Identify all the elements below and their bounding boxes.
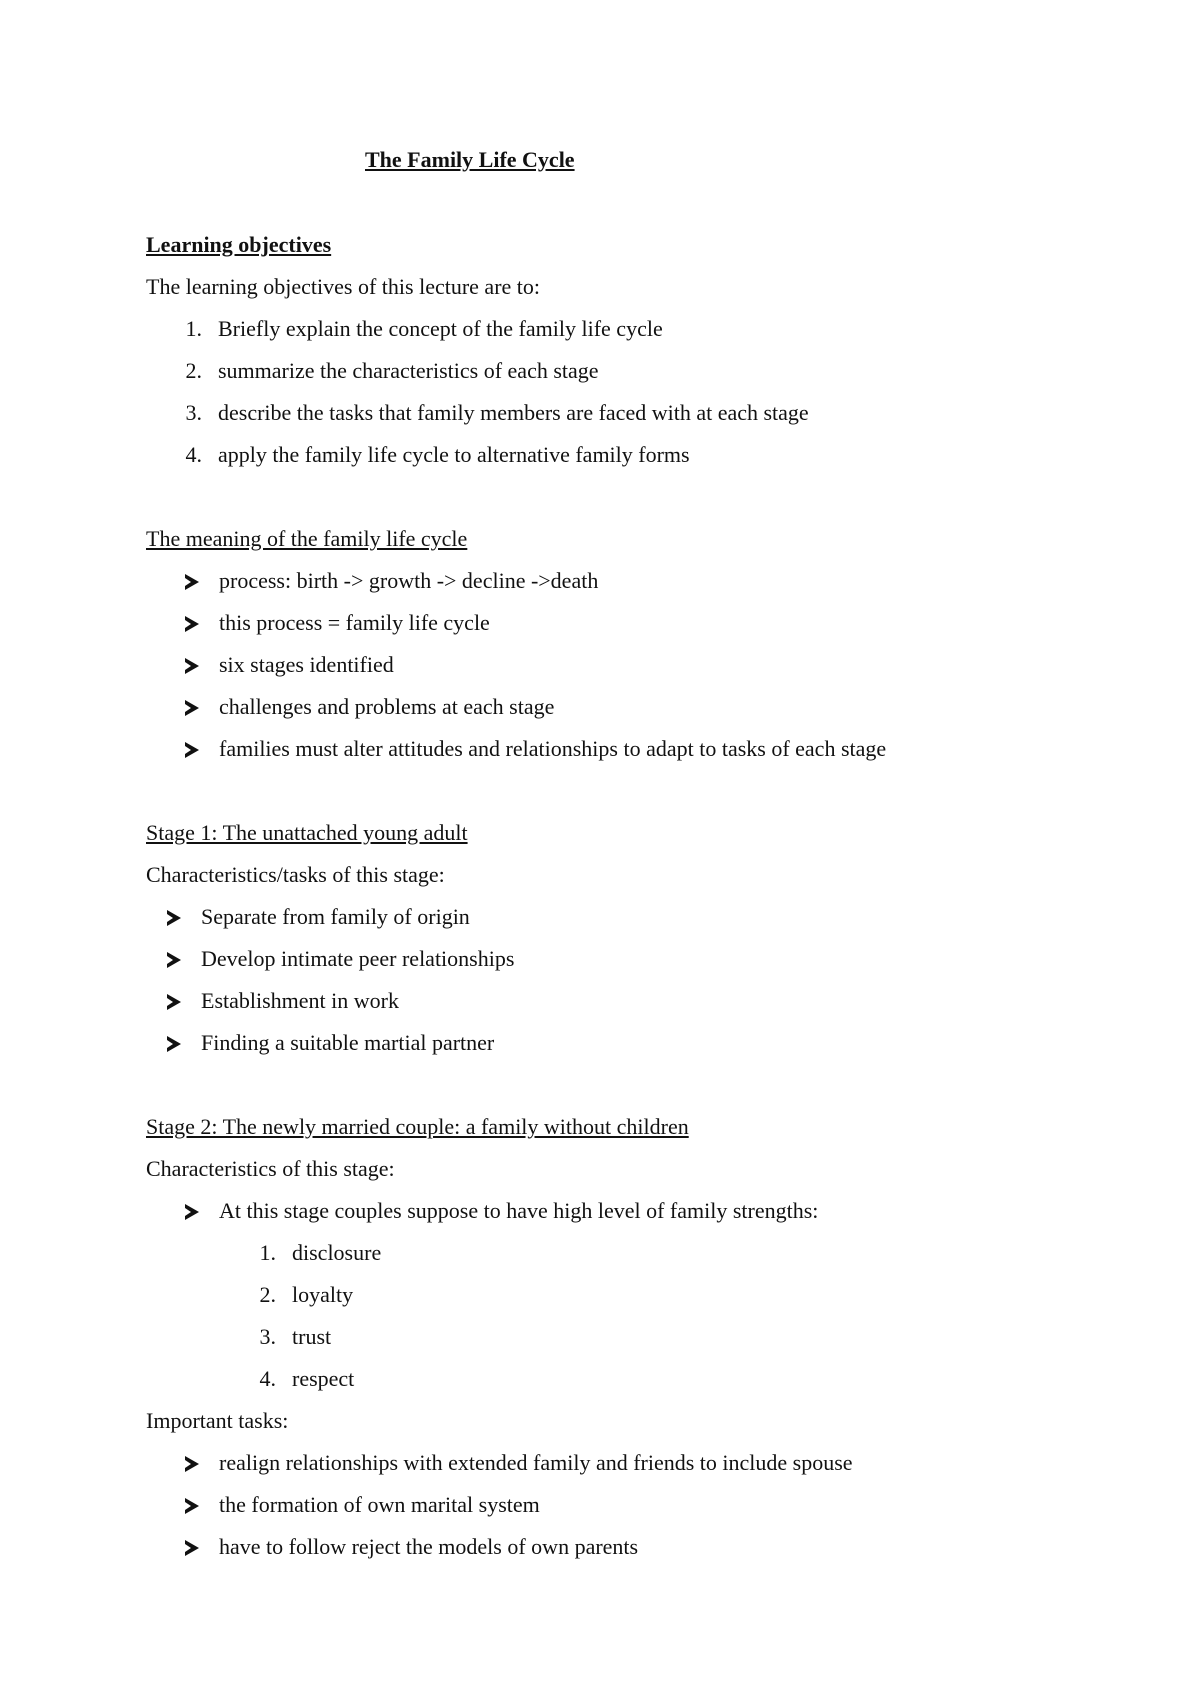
list-number: 3. bbox=[259, 1324, 276, 1349]
objective-item: 2. summarize the characteristics of each stage bbox=[164, 357, 599, 385]
stage1-heading: Stage 1: The unattached young adult bbox=[146, 820, 468, 845]
stage2-task-bullet: have to follow reject the models of own parents bbox=[185, 1533, 638, 1561]
list-number: 4. bbox=[259, 1366, 276, 1391]
meaning-bullet: six stages identified bbox=[185, 651, 394, 679]
list-number: 4. bbox=[185, 442, 202, 467]
stage2-task-bullet: realign relationships with extended family and friends to include spouse bbox=[185, 1449, 853, 1477]
stage2-tasks-intro: Important tasks: bbox=[146, 1408, 289, 1433]
meaning-bullet: this process = family life cycle bbox=[185, 609, 490, 637]
stage1-bullet: Finding a suitable martial partner bbox=[167, 1029, 494, 1057]
arrow-bullet-icon bbox=[185, 742, 199, 758]
stage2-task-bullet: the formation of own marital system bbox=[185, 1491, 540, 1519]
meaning-bullet: families must alter attitudes and relationships to adapt to tasks of each stage bbox=[185, 735, 886, 763]
meaning-heading: The meaning of the family life cycle bbox=[146, 526, 468, 551]
objective-item: 3. describe the tasks that family members are faced with at each stage bbox=[164, 399, 809, 427]
meaning-bullet: process: birth -> growth -> decline ->death bbox=[185, 567, 598, 595]
stage1-bullet: Develop intimate peer relationships bbox=[167, 945, 514, 973]
arrow-bullet-icon bbox=[167, 910, 181, 926]
list-number: 1. bbox=[259, 1240, 276, 1265]
stage2-bullet: At this stage couples suppose to have high level of family strengths: bbox=[185, 1197, 818, 1225]
arrow-bullet-icon bbox=[185, 1456, 199, 1472]
strength-item: 3. trust bbox=[238, 1323, 331, 1351]
arrow-bullet-icon bbox=[185, 1540, 199, 1556]
document-title: The Family Life Cycle bbox=[365, 147, 575, 172]
stage2-heading: Stage 2: The newly married couple: a family without children bbox=[146, 1114, 689, 1139]
arrow-bullet-icon bbox=[185, 658, 199, 674]
stage1-intro: Characteristics/tasks of this stage: bbox=[146, 862, 445, 887]
strength-item: 2. loyalty bbox=[238, 1281, 353, 1309]
list-number: 3. bbox=[185, 400, 202, 425]
arrow-bullet-icon bbox=[185, 616, 199, 632]
strength-item: 4. respect bbox=[238, 1365, 354, 1393]
arrow-bullet-icon bbox=[185, 1498, 199, 1514]
stage1-bullet: Separate from family of origin bbox=[167, 903, 470, 931]
arrow-bullet-icon bbox=[167, 952, 181, 968]
arrow-bullet-icon bbox=[185, 1204, 199, 1220]
arrow-bullet-icon bbox=[167, 1036, 181, 1052]
objective-item: 4. apply the family life cycle to alternative family forms bbox=[164, 441, 690, 469]
arrow-bullet-icon bbox=[167, 994, 181, 1010]
stage1-bullet: Establishment in work bbox=[167, 987, 399, 1015]
learning-objectives-intro: The learning objectives of this lecture are to: bbox=[146, 274, 541, 299]
list-number: 1. bbox=[185, 316, 202, 341]
list-number: 2. bbox=[185, 358, 202, 383]
meaning-bullet: challenges and problems at each stage bbox=[185, 693, 554, 721]
stage2-intro: Characteristics of this stage: bbox=[146, 1156, 395, 1181]
learning-objectives-heading: Learning objectives bbox=[146, 232, 332, 257]
list-number: 2. bbox=[259, 1282, 276, 1307]
arrow-bullet-icon bbox=[185, 700, 199, 716]
objective-item: 1. Briefly explain the concept of the family life cycle bbox=[164, 315, 663, 343]
strength-item: 1. disclosure bbox=[238, 1239, 381, 1267]
arrow-bullet-icon bbox=[185, 574, 199, 590]
